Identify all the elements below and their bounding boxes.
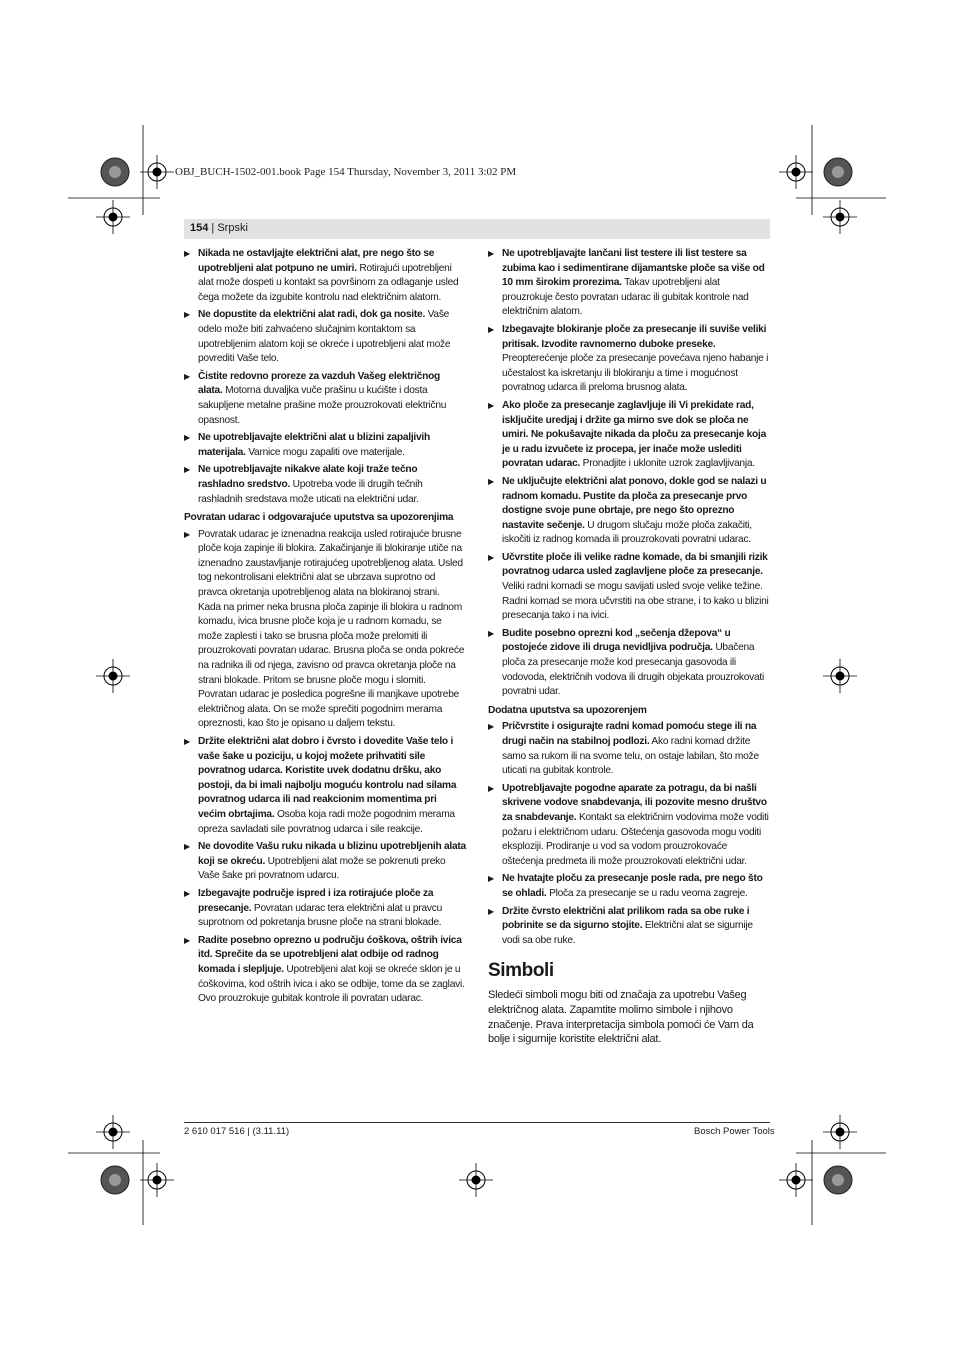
bullet-triangle-icon: ▶ (184, 465, 190, 475)
kickback-warning-list (184, 735, 466, 1007)
warning-body-text: Kontakt sa električnim vodovima može voditi požaru i električnom udaru. Oštećenja gasovoda mogu voditi eksploziji. Prodiranje u vod sa vodom prouzrokovaće oštećenja predmeta ili može prouzrokovati električni udar. (502, 811, 769, 867)
registration-mark-icon (823, 659, 857, 693)
registration-mark-icon (459, 1163, 493, 1197)
kickback-explanation (184, 528, 466, 732)
warning-item (184, 370, 466, 428)
registration-mark-icon (779, 1163, 813, 1197)
warning-body-text: Motorna duvaljka vuče prašinu u kućište i dosta sakupljene metalne prašine može prouzrokovati električnu opasnost. (198, 385, 447, 426)
footer-rule (184, 1122, 770, 1123)
warning-item (184, 887, 466, 931)
registration-mark-icon (823, 1115, 857, 1149)
kickback-subheading: Povratan udarac i odgovarajuće uputstva sa upozorenjima (184, 512, 454, 524)
page-header (184, 219, 770, 239)
warning-item (488, 399, 770, 472)
bullet-triangle-icon: ▶ (488, 874, 494, 884)
warning-bold-text: Držite električni alat dobro i čvrsto i dovedite Vaše telo i vaše šake u poziciju, u kojoj možete prihvatiti sile povratnog udarca. Koristite uvek dodatnu dršku, ako postoji, da bi imali najbolju moguću kontrolu nad silama povratnog udarca ili nad reakcionim momentima pri većim obrtajima. (198, 736, 457, 820)
warning-bold-text: Ne hvatajte ploču za presecanje posle rada, pre nego što se ohladi. (502, 873, 763, 899)
warning-body-text: Povratan udarac tera električni alat u pravcu suprotnom od pokretanja brusne ploče na strani blokade. (198, 902, 442, 929)
warning-bold-text: Budite posebno oprezni kod „sečenja džepova“ u postojeće zidove ili druga nevidljiva područja. (502, 627, 731, 654)
warning-item (488, 323, 770, 396)
bullet-triangle-icon: ▶ (184, 935, 190, 945)
bullet-triangle-icon: ▶ (184, 888, 190, 898)
color-wheel-icon (101, 1166, 129, 1194)
warning-item (488, 551, 770, 624)
left-column (184, 247, 466, 1010)
warning-item (488, 627, 770, 700)
warning-bold-text: Držite čvrsto električni alat prilikom rada sa obe ruke i pobrinite se da sigurno stojite. (502, 905, 750, 932)
registration-mark-icon (140, 1163, 174, 1197)
warning-body-text: Ako radni komad držite samo sa rukom ili na svome telu, on ostaje labilan, što može uticati na gubitak kontrole. (502, 736, 759, 777)
warning-item (488, 782, 770, 870)
warning-body-text: U drugom slučaju može ploča zakačiti, iskočiti iz radnog komada ili prouzrokovati povratni udarac. (502, 519, 752, 546)
warning-item (488, 905, 770, 949)
bullet-triangle-icon: ▶ (184, 737, 190, 746)
bullet-triangle-icon: ▶ (488, 722, 494, 732)
kickback-paragraph-3: Povratan udarac je posledica pogrešne ili manjkave upotrebe električnog alata. On se može sprečiti pogodnim merama opreznosti, kao što je opisano u daljem tekstu. (198, 689, 460, 730)
registration-mark-icon (96, 659, 130, 693)
bullet-triangle-icon: ▶ (184, 249, 190, 258)
warning-bold-text: Izbegavajte područje ispred i iza rotirajuće ploče za presecanje. (198, 887, 434, 914)
warning-body-text: Pronadjite i uklonite uzrok zaglavljivanja. (580, 458, 755, 470)
warning-bold-text: Učvrstite ploče ili velike radne komade, da bi smanjili rizik povratnog udarca usled zaglavljene ploče za presecanje. (502, 551, 768, 578)
warning-body-text: Vaše odelo može biti zahvaćeno slučajnim kontaktom sa upotrebljenim alatom koji se okreće i upotrebljeni alat može povrediti Vaše telo. (198, 309, 451, 365)
warning-bold-text: Ako ploče za presecanje zaglavljuje ili Vi prekidate rad, isključite uredjaj i držite ga mirno sve dok se ploča ne umiri. Ne pokušavajte nikada da ploču za presecanje koja je u radu izvučete iz procepa, jer inače može uslediti povratan udarac. (502, 399, 766, 470)
section-title: Simboli (488, 960, 554, 982)
registration-mark-icon (140, 155, 174, 189)
registration-mark-icon (96, 1115, 130, 1149)
warning-bold-text: Ne uključujte električni alat ponovo, dokle god se nalazi u radnom komadu. Pustite da ploča za presecanje prvo dostigne svoje pune obrtaje, pre nego što oprezno nastavite sečenje. (502, 475, 767, 531)
warning-body-text: Ploča za presecanje se u radu veoma zagreje. (546, 887, 748, 899)
footer-doc-number: 2 610 017 516 | (3.11.11) (184, 1126, 290, 1137)
warning-bold-text: Izbegavajte blokiranje ploče za presecanje ili suviše veliki pritisak. Izvodite ravnomerno duboke preseke. (502, 323, 767, 350)
warning-body-text: Takav upotrebljeni alat prouzrokuje često povratan udarac ili gubitak kontrole nad električnim alatom. (502, 277, 749, 318)
bullet-triangle-icon: ▶ (184, 371, 190, 381)
bullet-triangle-icon: ▶ (488, 552, 494, 562)
warning-body-text: Varnice mogu zapaliti ove materijale. (245, 446, 405, 458)
additional-warnings-subheading: Dodatna uputstva sa upozorenjem (488, 704, 647, 716)
warning-bold-text: Ne dopustite da električni alat radi, dok ga nosite. (198, 309, 426, 321)
color-wheel-icon (101, 158, 129, 186)
warning-bold-text: Ne upotrebljavajte električni alat u blizini zapaljivih materijala. (198, 432, 430, 458)
warning-item (184, 735, 466, 837)
warning-item (488, 872, 770, 901)
bullet-triangle-icon: ▶ (184, 433, 190, 443)
warning-body-text: Upotrebljeni alat koji se okreće sklon je u ćoškovima, kod oštrih ivica i ako se odbije, tome da se zaglavi. Ovo prouzrokuje gubitak kontrole ili povratan udarac. (198, 963, 465, 1005)
warning-item (488, 475, 770, 548)
warning-bold-text: Ne dovodite Vašu ruku nikada u blizinu upotrebljenih alata koji se okreću. (198, 841, 466, 867)
warning-bold-text: Ne upotrebljavajte lančani list testere ili list testere sa zubima kao i sedimentirane dijamantske ploče sa više od 10 mm širokim prorezima. (502, 248, 765, 289)
header-language: Srpski (217, 222, 248, 234)
warning-bold-text: Čistite redovno proreze za vazduh Vašeg električnog alata. (198, 370, 441, 397)
color-wheel-icon (824, 1166, 852, 1194)
bullet-triangle-icon: ▶ (488, 906, 494, 916)
warning-item (184, 247, 466, 305)
warning-item (488, 247, 770, 320)
warning-item (488, 720, 770, 778)
registration-mark-icon (823, 200, 857, 234)
header-separator: | (211, 222, 215, 234)
bullet-triangle-icon: ▶ (488, 249, 494, 258)
bullet-triangle-icon: ▶ (488, 783, 494, 793)
additional-warning-list (488, 720, 770, 948)
registration-mark-icon (779, 155, 813, 189)
warning-bold-text: Pričvrstite i osigurajte radni komad pomoću stege ili na drugi način na stabilnoj podlozi. (502, 721, 757, 747)
registration-mark-icon (96, 200, 130, 234)
warning-item (184, 308, 466, 366)
warning-item (184, 463, 466, 507)
right-warning-list (488, 247, 770, 700)
warning-body-text: Upotreba vode ili drugih tečnih rashladnih sredstava može uticati na električni udar. (198, 478, 423, 505)
warning-body-text: Ubačena ploča za presecanje može kod presecanja gasovoda ili vodovoda, električnih vodova ili drugih objekata prouzrokovati povratni udar. (502, 642, 764, 698)
kickback-paragraph-2: Kada na primer neka brusna ploča zapinje ili blokira u radnom komadu, ivica brusne ploče koja je u radnom komadu, se može zaplesti i tako se brusna ploča može prelomiti ili prouzrokovati povratan udarac. Brusna ploča se onda pokreće na radnika ili od njega, zavisno od pravca okretanja ploče na strani blokade. Pritom se brusne ploče mogu i slomiti. (198, 601, 465, 686)
warning-item (184, 431, 466, 460)
section-intro: Sledeći simboli mogu biti od značaja za upotrebu Vašeg električnog alata. Zapamtite molimo simbole i njihovo značenje. Prava interpretacija simbola pomoći će Vam da bolje i sigurnije koristite električni alat. (488, 989, 754, 1046)
bullet-triangle-icon: ▶ (488, 400, 494, 410)
footer-brand: Bosch Power Tools (694, 1126, 775, 1137)
warning-bold-text: Ne upotrebljavajte nikakve alate koji traže tečno rashladno sredstvo. (198, 464, 418, 490)
kickback-paragraph-1: Povratak udarac je iznenadna reakcija usled rotirajuće brusne ploče koja zapinje ili blokira. Zakačinjanje ili blokiranje utiče na iznenadno zaustavljanje rotirajućeg upotrebljenog alata. Usled tog nekontrolisani električni alat se ubrzava suprotno od pravca okretanja upotrebljenog alata na blokiranoj strani. (198, 528, 463, 599)
bullet-triangle-icon: ▶ (488, 476, 494, 486)
warning-body-text: Upotrebljeni alat može se pokrenuti preko Vaše šake pri povratnom udarcu. (198, 855, 446, 882)
page-number: 154 (190, 222, 209, 234)
warning-body-text: Osoba koja radi može pogodnim merama opreza savladati sile povratnog udarca i sile reakcije. (198, 808, 455, 835)
left-warning-list (184, 247, 466, 507)
warning-item (184, 934, 466, 1007)
warning-body-text: Rotirajući upotrebljeni alat može dospeti u kontakt sa površinom za odlaganje usled čega možete da izgubite kontrolu nad električnim alatom. (198, 262, 459, 303)
warning-body-text: Preopterećenje ploče za presecanje povećava njeno habanje i učestalost ka iskretanju ili blokiranju a time i mogućnost povratnog udarca ili preloma brusnog alata. (502, 353, 769, 394)
warning-item (184, 840, 466, 884)
warning-bold-text: Nikada ne ostavljajte električni alat, pre nego što se upotrebljeni alat potpuno ne umiri. (198, 248, 435, 274)
warning-body-text: Električni alat se sigurnije vodi sa obe ruke. (502, 920, 753, 946)
file-info-line: OBJ_BUCH-1502-001.book Page 154 Thursday, November 3, 2011 3:02 PM (175, 166, 517, 178)
bullet-triangle-icon: ▶ (488, 324, 494, 334)
bullet-triangle-icon: ▶ (184, 310, 190, 320)
warning-bold-text: Radite posebno oprezno u području ćoškova, oštrih ivica itd. Sprečite da se upotrebljeni alat odbije od radnog komada i slepljuje. (198, 934, 462, 975)
bullet-triangle-icon: ▶ (184, 529, 190, 539)
color-wheel-icon (824, 158, 852, 186)
warning-body-text: Veliki radni komadi se mogu savijati usled svoje velike težine. Radni komad se mora učvrstiti na obe strane, i to kako u blizini presecanja tako i na ivici. (502, 581, 769, 622)
right-column (488, 247, 770, 1047)
warning-bold-text: Upotrebljavajte pogodne aparate za potragu, da bi našli skrivene vodove snabdevanja, ili pozovite mesno društvo za snabdevanje. (502, 782, 767, 823)
bullet-triangle-icon: ▶ (184, 842, 190, 852)
bullet-triangle-icon: ▶ (488, 628, 494, 638)
